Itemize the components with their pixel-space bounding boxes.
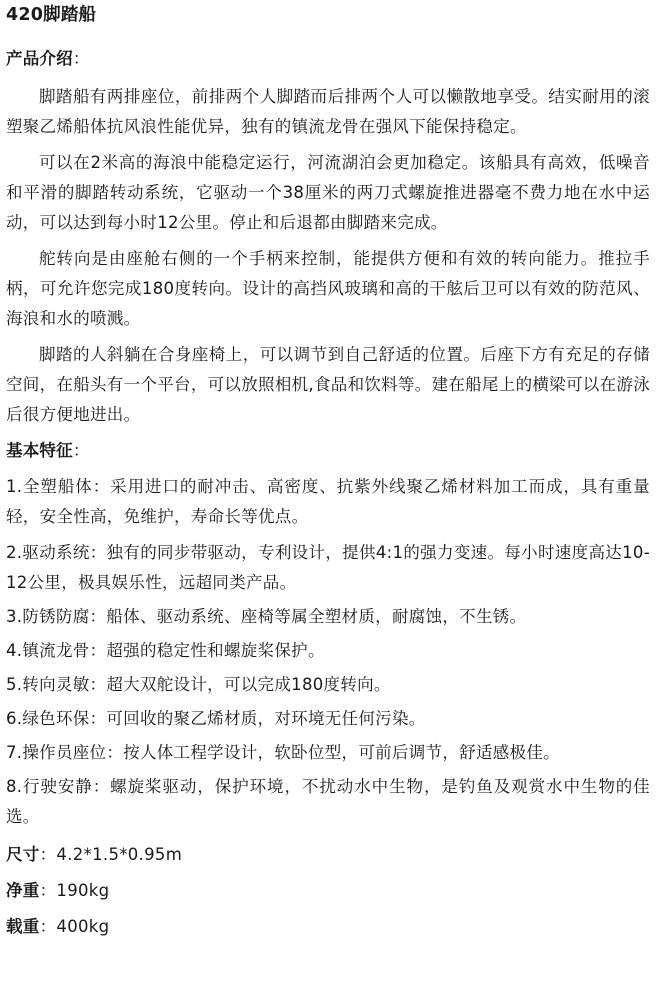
feature-item-1: 1.全塑船体：采用进口的耐冲击、高密度、抗紫外线聚乙烯材料加工而成，具有重量轻，安全性高，免维护，寿命长等优点。 (6, 477, 650, 526)
feature-item-5: 5.转向灵敏：超大双舵设计，可以完成180度转向。 (6, 675, 391, 694)
feature-item-3: 3.防锈防腐：船体、驱动系统、座椅等属全塑材质，耐腐蚀，不生锈。 (6, 607, 527, 626)
spec-load (6, 914, 650, 940)
spec-load-label: 载重 (6, 917, 40, 936)
intro-heading-label: 产品介绍 (6, 49, 73, 68)
intro-heading-colon: ： (72, 49, 90, 68)
page-title: 420脚踏船 (6, 5, 97, 25)
intro-paragraph-2: 可以在2米高的海浪中能稳定运行，河流湖泊会更加稳定。该船具有高效，低噪音和平滑的脚踏转动系统，它驱动一个38厘米的两刀式螺旋推进器毫不费力地在水中运动，可以达到每小时12公里。停止和后退都由脚踏来完成。 (6, 153, 650, 232)
spec-net-weight (6, 878, 650, 904)
intro-paragraph-4: 脚踏的人斜躺在合身座椅上，可以调节到自己舒适的位置。后座下方有充足的存储空间，在船头有一个平台，可以放照相机,食品和饮料等。建在船尾上的横梁可以在游泳后很方便地进出。 (6, 345, 650, 424)
spec-net-weight-label: 净重 (6, 881, 40, 900)
spec-load-value: ：400kg (39, 917, 110, 936)
intro-paragraph-1: 脚踏船有两排座位，前排两个人脚踏而后排两个人可以懒散地享受。结实耐用的滚塑聚乙烯船体抗风浪性能优异，独有的镇流龙骨在强风下能保持稳定。 (6, 87, 650, 136)
feature-item-6: 6.绿色环保：可回收的聚乙烯材质，对环境无任何污染。 (6, 709, 426, 728)
feature-item-7: 7.操作员座位：按人体工程学设计，软卧位型，可前后调节，舒适感极佳。 (6, 743, 560, 762)
spec-size-label: 尺寸 (6, 845, 40, 864)
intro-paragraph-3: 舵转向是由座舱右侧的一个手柄来控制，能提供方便和有效的转向能力。推拉手柄，可允许您完成180度转向。设计的高挡风玻璃和高的干舷后卫可以有效的防范风、海浪和水的喷溅。 (6, 249, 650, 328)
features-heading (6, 438, 650, 464)
features-heading-label: 基本特征 (6, 441, 73, 460)
spec-size (6, 842, 650, 868)
feature-item-2: 2.驱动系统：独有的同步带驱动，专利设计，提供4:1的强力变速。每小时速度高达10-12公里，极具娱乐性，远超同类产品。 (6, 543, 650, 592)
spec-net-weight-value: ：190kg (39, 881, 110, 900)
feature-item-8: 8.行驶安静：螺旋桨驱动，保护环境，不扰动水中生物，是钓鱼及观赏水中生物的佳选。 (6, 777, 650, 826)
spec-size-value: ：4.2*1.5*0.95m (39, 845, 183, 864)
feature-item-4: 4.镇流龙骨：超强的稳定性和螺旋桨保护。 (6, 641, 325, 660)
features-heading-colon: ： (72, 441, 90, 460)
intro-heading (6, 46, 650, 72)
